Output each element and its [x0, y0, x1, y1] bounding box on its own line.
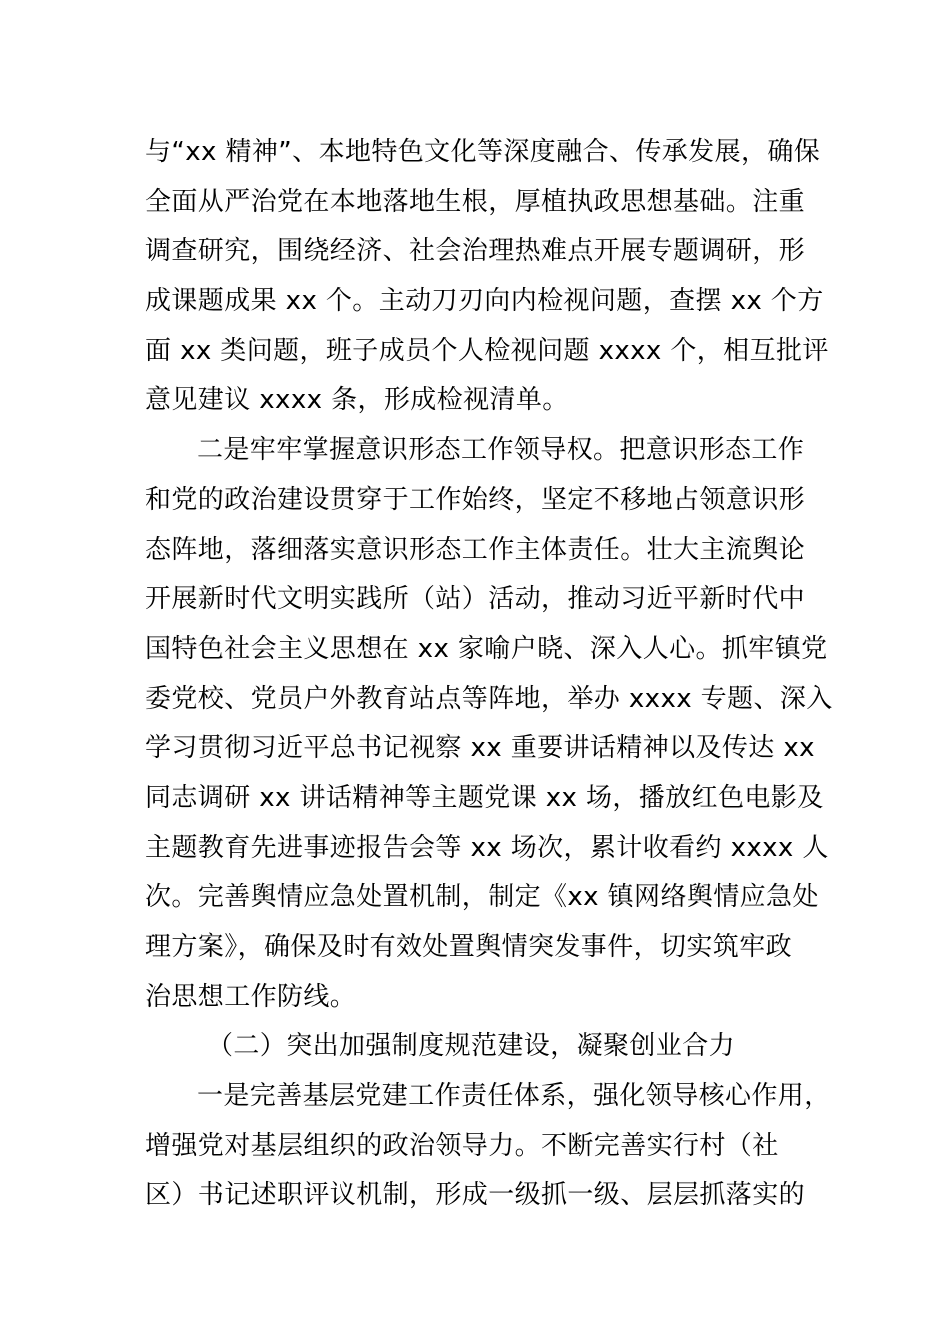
- text-line: 成课题成果 xx 个。主动刀刃向内检视问题，查摆 xx 个方: [145, 286, 824, 317]
- text-line: 和党的政治建设贯穿于工作始终，坚定不移地占领意识形: [145, 484, 806, 515]
- text-line: 同志调研 xx 讲话精神等主题党课 xx 场，播放红色电影及: [145, 782, 824, 813]
- text-line: 国特色社会主义思想在 xx 家喻户晓、深入人心。抓牢镇党: [145, 633, 828, 664]
- text-line: 增强党对基层组织的政治领导力。不断完善实行村（社: [145, 1130, 779, 1161]
- text-line: 态阵地，落细落实意识形态工作主体责任。壮大主流舆论: [145, 534, 806, 565]
- paragraph-start-line: 二是牢牢掌握意识形态工作领导权。把意识形态工作: [197, 435, 805, 466]
- section-heading: （二）突出加强制度规范建设，凝聚创业合力: [207, 1031, 736, 1062]
- text-line: 学习贯彻习近平总书记视察 xx 重要讲话精神以及传达 xx: [145, 733, 815, 764]
- text-line: 次。完善舆情应急处置机制，制定《xx 镇网络舆情应急处: [145, 882, 819, 913]
- text-line: 意见建议 xxxx 条，形成检视清单。: [145, 385, 569, 416]
- paragraph-start-line: 一是完善基层党建工作责任体系，强化领导核心作用，: [197, 1081, 831, 1112]
- text-line: 委党校、党员户外教育站点等阵地，举办 xxxx 专题、深入: [145, 683, 833, 714]
- text-line: 与“xx 精神”、本地特色文化等深度融合、传承发展，确保: [145, 137, 821, 167]
- document-body: [145, 128, 833, 1221]
- text-line: 调查研究，围绕经济、社会治理热难点开展专题调研，形: [145, 236, 806, 267]
- text-line: 全面从严治党在本地落地生根，厚植执政思想基础。注重: [145, 186, 806, 217]
- text-line: 区）书记述职评议机制，形成一级抓一级、层层抓落实的: [145, 1180, 806, 1211]
- text-line: 开展新时代文明实践所（站）活动，推动习近平新时代中: [145, 584, 806, 615]
- text-line: 理方案》，确保及时有效处置舆情突发事件，切实筑牢政: [145, 932, 793, 962]
- text-line: 面 xx 类问题，班子成员个人检视问题 xxxx 个，相互批评: [145, 335, 829, 366]
- text-line: 主题教育先进事迹报告会等 xx 场次，累计收看约 xxxx 人: [145, 832, 829, 863]
- text-line: 治思想工作防线。: [145, 981, 357, 1012]
